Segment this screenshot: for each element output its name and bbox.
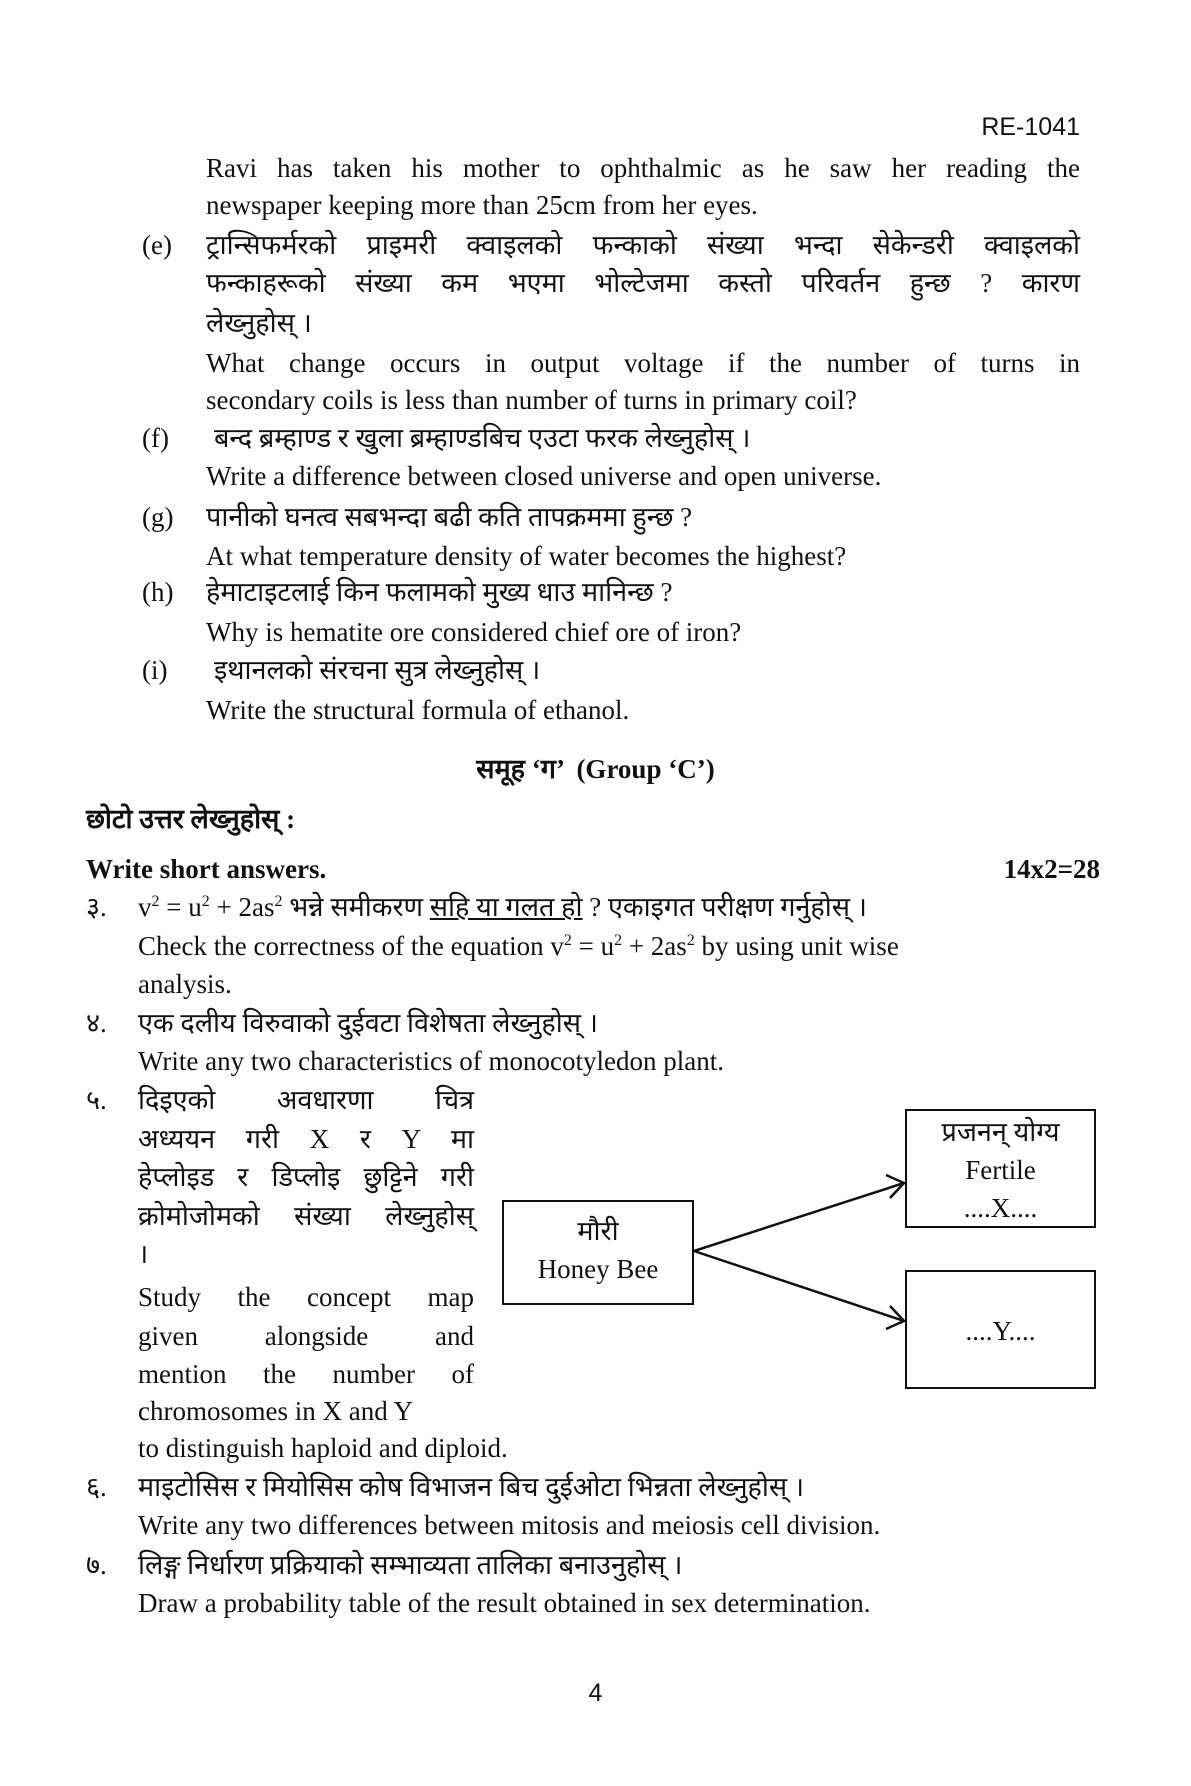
question-5-english: mention the number of [138,1359,474,1389]
eq-exponent: 2 [563,932,572,949]
question-g-nepali: पानीको घनत्व सबभन्दा बढी कति तापक्रममा हुन्छ ? [206,502,693,532]
question-text: ? एकाइगत परीक्षण गर्नुहोस् । [582,892,867,922]
section-heading-nepali: छोटो उत्तर लेख्नुहोस् : [86,804,296,834]
box-label-nepali: प्रजनन् योग्य [941,1117,1060,1147]
question-g-english: At what temperature density of water becomes the highest? [206,541,847,571]
eq-part: v [138,892,152,922]
blank-y: ....Y.... [965,1316,1036,1346]
question-i-english: Write the structural formula of ethanol. [206,695,630,725]
question-label-e: (e) [142,230,172,260]
question-f-english: Write a difference between closed universe and open universe. [206,461,882,491]
question-3-english: analysis. [138,969,232,999]
box-label-english: Honey Bee [537,1254,659,1284]
question-5-nepali: अध्ययन गरी X र Y मा [138,1124,474,1154]
box-label-nepali: मौरी [577,1216,619,1246]
section-heading-english: Write short answers. [86,854,327,884]
question-5-nepali: दिइएको अवधारणा चित्र [138,1085,474,1115]
question-7-english: Draw a probability table of the result obtained in sex determination. [138,1588,871,1618]
eq-part: = u [571,931,615,961]
question-label-g: (g) [142,502,174,532]
question-label-f: (f) [142,423,169,453]
question-h-nepali: हेमाटाइटलाई किन फलामको मुख्य धाउ मानिन्छ ? [206,577,673,607]
question-text: by using unit wise [694,931,899,961]
eq-part: + 2as [209,892,275,922]
question-5-nepali: । [138,1239,149,1269]
question-5-english: chromosomes in X and Y [138,1396,413,1426]
question-text: भन्ने समीकरण [282,892,430,922]
question-5-english: given alongside and [138,1321,474,1351]
question-7-nepali: लिङ्ग निर्धारण प्रक्रियाको सम्भाव्यता तालिका बनाउनुहोस् । [138,1550,683,1580]
eq-exponent: 2 [614,932,623,949]
question-number-4: ४. [86,1008,107,1038]
question-text: Ravi has taken his mother to ophthalmic as he saw her reading the [206,153,1080,183]
eq-exponent: 2 [274,893,283,910]
section-marks: 14x2=28 [1003,854,1100,884]
question-6-english: Write any two differences between mitosis and meiosis cell division. [138,1510,881,1540]
question-text: Check the correctness of the equation [138,931,551,961]
eq-exponent: 2 [686,932,695,949]
question-4-english: Write any two characteristics of monocotyledon plant. [138,1046,724,1076]
paper-code: RE-1041 [981,113,1080,141]
arrow-to-y [694,1251,904,1321]
question-5-nepali: क्रोमोजोमको संख्या लेख्नुहोस् [138,1201,474,1231]
eq-part: + 2as [622,931,687,961]
question-e-nepali: फन्काहरूको संख्या कम भएमा भोल्टेजमा कस्तो परिवर्तन हुन्छ ? कारण [206,268,1080,298]
question-e-nepali: ट्रान्सिफर्मरको प्राइमरी क्वाइलको फन्काको संख्या भन्दा सेकेन्डरी क्वाइलको [206,230,1080,260]
question-label-h: (h) [142,577,174,607]
question-e-english: What change occurs in output voltage if the number of turns in [206,348,1080,378]
question-6-nepali: माइटोसिस र मियोसिस कोष विभाजन बिच दुईओटा भिन्नता लेख्नुहोस् । [138,1472,805,1502]
question-f-nepali: बन्द ब्रम्हाण्ड र खुला ब्रम्हाण्डबिच एउटा फरक लेख्नुहोस् । [214,423,751,453]
question-5-nepali: हेप्लोइड र डिप्लोइ छुट्टिने गरी [138,1162,474,1192]
eq-exponent: 2 [201,893,210,910]
arrow-to-fertile [694,1183,904,1251]
eq-exponent: 2 [151,893,160,910]
group-heading: समूह ‘ग’ (Group ‘C’) [476,754,715,784]
question-label-i: (i) [142,655,168,685]
question-number-6: ६. [86,1472,107,1502]
question-number-3: ३. [86,892,107,922]
page-number: 4 [588,1679,603,1707]
eq-part: = u [159,892,202,922]
underlined-text: सहि या गलत हो [429,892,583,922]
question-5-english: Study the concept map [138,1282,474,1312]
question-5-english: to distinguish haploid and diploid. [138,1433,508,1463]
question-h-english: Why is hematite ore considered chief ore of iron? [206,617,742,647]
question-4-nepali: एक दलीय विरुवाको दुईवटा विशेषता लेख्नुहोस् । [138,1008,598,1038]
question-number-5: ५. [86,1085,107,1115]
question-number-7: ७. [86,1550,107,1580]
question-e-nepali: लेख्नुहोस् । [206,308,312,338]
box-label-english: Fertile [965,1155,1036,1185]
question-i-nepali: इथानलको संरचना सुत्र लेख्नुहोस् । [214,655,541,685]
blank-x: ....X.... [963,1193,1038,1223]
eq-part: v [550,931,564,961]
question-e-english: secondary coils is less than number of turns in primary coil? [206,385,857,415]
question-text: newspaper keeping more than 25cm from her eyes. [206,190,758,220]
